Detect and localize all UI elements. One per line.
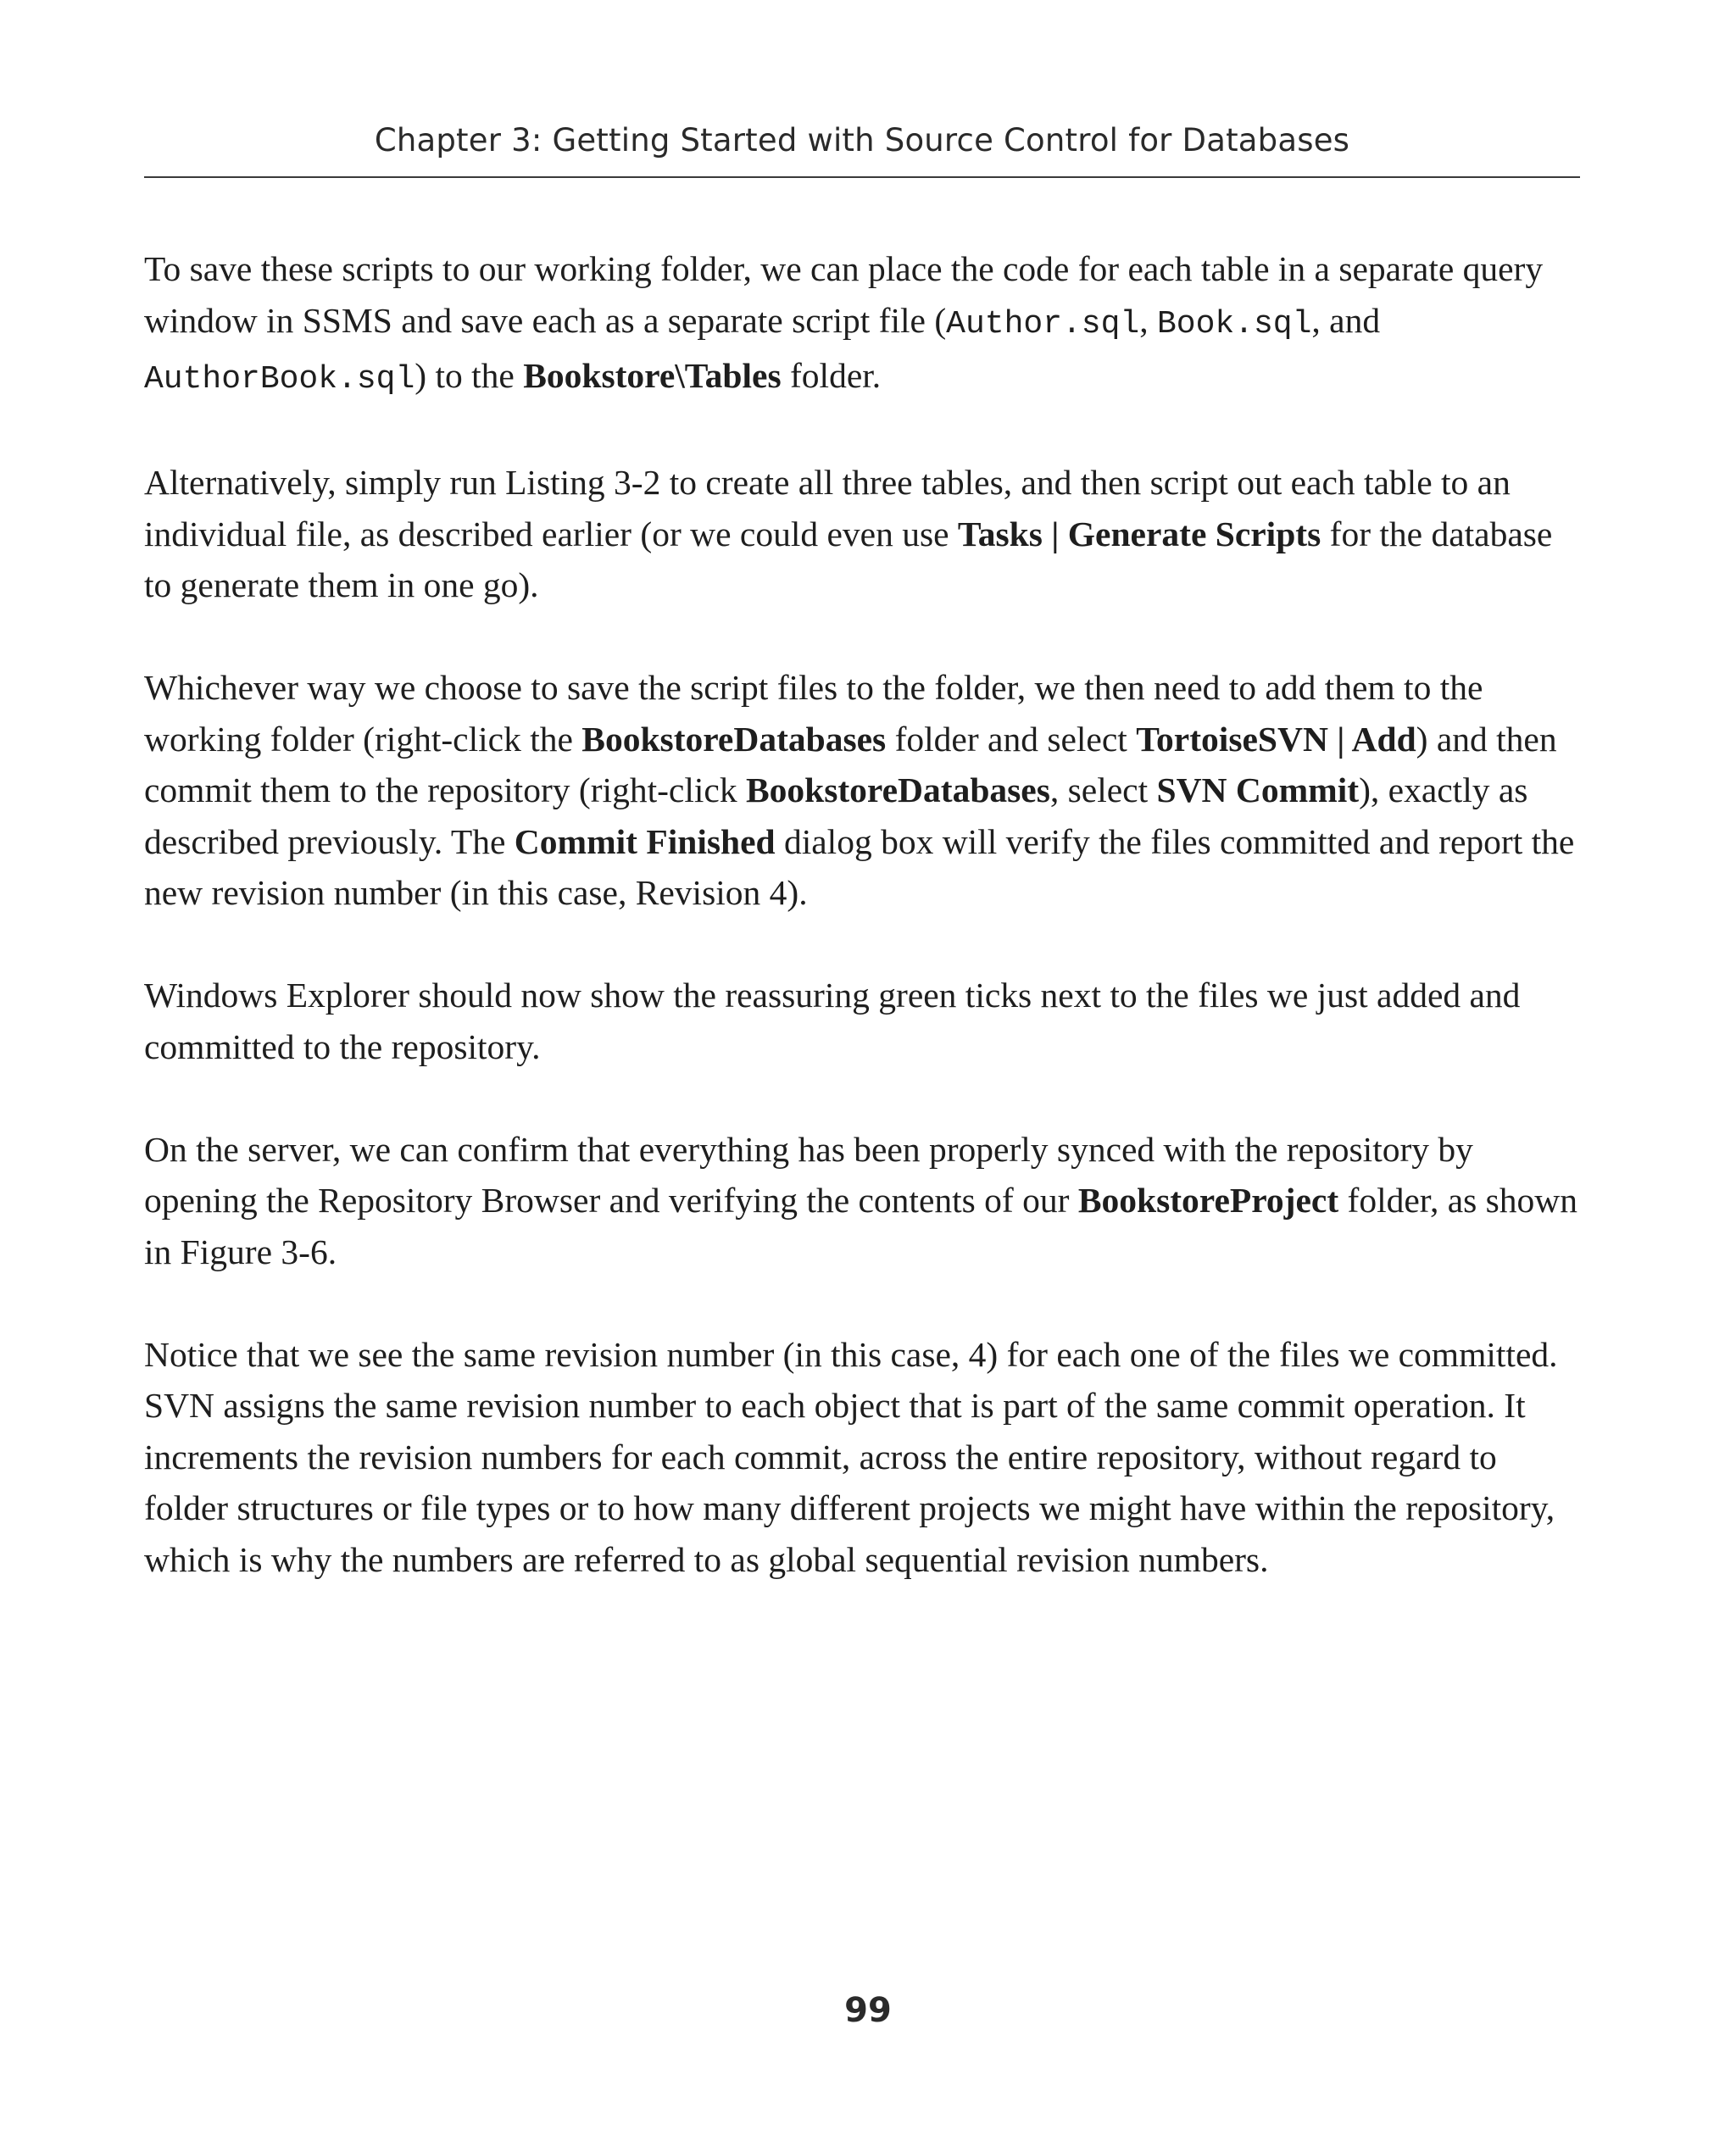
bold-menu-tortoisesvn-add: TortoiseSVN | Add <box>1136 719 1416 759</box>
bold-dialog-commit-finished: Commit Finished <box>514 821 776 861</box>
paragraph-notice <box>144 1329 1580 1586</box>
bold-menu-generate-scripts: Tasks | Generate Scripts <box>957 514 1321 553</box>
text-span: Windows Explorer should now show the reassuring green ticks next to the files we just added and committed to the repository. <box>144 976 1521 1066</box>
text-span: To save these scripts to our working folder, we can place the code for each table in a separate query window in SSMS and save each as a separate script file ( <box>144 249 1544 340</box>
paragraph-whichever-way <box>144 662 1580 919</box>
text-span: , and <box>1311 300 1381 340</box>
bold-folder-tables: Bookstore\Tables <box>523 356 782 395</box>
text-span: Whichever way we choose to save the script files to the folder, we then need to add them to the working folder (right-click the <box>144 668 1483 759</box>
text-span: ) and then commit them to the repository (right-click <box>144 719 1557 809</box>
text-span: ), exactly as described previously. The <box>144 770 1528 861</box>
code-filename-author: Author.sql <box>946 305 1140 342</box>
text-span: folder, as shown in Figure 3-6. <box>144 1181 1578 1271</box>
text-span: , <box>1139 300 1157 340</box>
page-number: 99 <box>844 1991 892 2030</box>
bold-folder-bookstoredatabases: BookstoreDatabases <box>745 770 1050 809</box>
text-span: ) to the <box>415 356 524 395</box>
text-span: , select <box>1049 770 1157 809</box>
code-filename-book: Book.sql <box>1156 305 1312 342</box>
text-span: for the database to generate them in one go). <box>144 514 1553 604</box>
text-span: Notice that we see the same revision number (in this case, 4) for each one of the files we committed. SVN assigns the same revision number to each object that is part of the same commit operation. It increments the revision numbers for each commit, across the entire repository, without regard to folder structures or file types or to how many different projects we might have within the repository, which is why the numbers are referred to as global sequential revision numbers. <box>144 1334 1558 1579</box>
body-text <box>144 243 1580 1637</box>
running-header: Chapter 3: Getting Started with Source Control for Databases <box>374 122 1350 158</box>
paragraph-windows-explorer <box>144 970 1580 1072</box>
paragraph-save-scripts <box>144 243 1580 406</box>
text-span: On the server, we can confirm that everything has been properly synced with the repository by opening the Repository Browser and verifying the contents of our <box>144 1129 1473 1220</box>
text-span: folder and select <box>886 719 1137 759</box>
header-rule <box>144 176 1580 178</box>
code-filename-authorbook: AuthorBook.sql <box>144 361 415 398</box>
paragraph-on-the-server <box>144 1124 1580 1278</box>
text-span: Alternatively, simply run Listing 3-2 to create all three tables, and then script out each table to an individual file, as described earlier (or we could even use <box>144 463 1511 553</box>
paragraph-alternatively <box>144 457 1580 611</box>
text-span: dialog box will verify the files committed and report the new revision number (in this case, Revision 4). <box>144 821 1575 912</box>
bold-menu-svn-commit: SVN Commit <box>1156 770 1360 809</box>
bold-folder-bookstoreproject: BookstoreProject <box>1077 1181 1339 1220</box>
bold-folder-bookstoredatabases: BookstoreDatabases <box>581 719 887 759</box>
text-span: folder. <box>781 356 882 395</box>
